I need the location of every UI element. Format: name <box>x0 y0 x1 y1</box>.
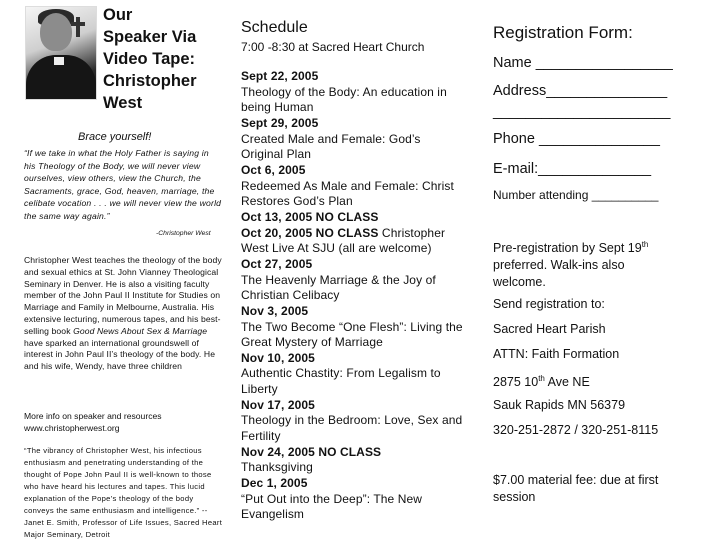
schedule-topic: Created Male and Female: God’s <box>241 131 421 146</box>
schedule-topic: Great Mystery of Marriage <box>241 335 383 350</box>
schedule-topic: Thanksgiving <box>241 460 313 475</box>
speaker-bio: Christopher West teaches the theology of the body and sexual ethics at St. John Vianney Theological Seminary in Denver. He is also a visiting faculty member of the John Paul II Institute for Studies on Marriage and Family in Melbourne, Australia. His extensive lecturing, numerous tapes, and his best-selling book Good News About Sex & Marriage have sparked an international groundswell of interest in John Paul II’s theology of the body. He and his wife, Wendy, have three children <box>24 255 222 372</box>
speaker-title <box>103 4 233 114</box>
send-to-label: Send registration to: <box>493 297 605 311</box>
address-field-line2[interactable]: ______________________ <box>493 104 671 120</box>
schedule-date: Dec 1, 2005 <box>241 476 308 491</box>
speaker-photo <box>25 6 97 100</box>
registration-heading: Registration Form: <box>493 23 633 42</box>
schedule-time: 7:00 -8:30 at Sacred Heart Church <box>241 40 425 54</box>
org-name: Sacred Heart Parish <box>493 322 606 336</box>
book-title: Good News About Sex & Marriage <box>73 325 208 336</box>
schedule-date: Sept 29, 2005 <box>241 115 319 130</box>
schedule-date: Nov 10, 2005 <box>241 350 315 365</box>
schedule-date: Oct 13, 2005 NO CLASS <box>241 209 379 224</box>
speaker-title-line: Video Tape: <box>103 50 195 68</box>
schedule-topic: Liberty <box>241 382 278 397</box>
schedule-topic: Christian Celibacy <box>241 288 340 303</box>
speaker-title-line: Speaker Via <box>103 28 197 46</box>
schedule-topic: The Heavenly Marriage & the Joy of <box>241 272 436 287</box>
attending-field[interactable]: Number attending __________ <box>493 188 659 202</box>
schedule-date: Nov 17, 2005 <box>241 397 315 412</box>
schedule-topic: “Put Out into the Deep”: The New <box>241 491 423 506</box>
schedule-date: Nov 24, 2005 NO CLASS <box>241 444 382 459</box>
schedule-topic: West Live At SJU (all are welcome) <box>241 241 432 256</box>
city-line: Sauk Rapids MN 56379 <box>493 398 626 412</box>
schedule-date: Sept 22, 2005 <box>241 69 319 83</box>
speaker-title-line: Our <box>103 6 133 24</box>
phone-field[interactable]: Phone _______________ <box>493 131 660 147</box>
phone-numbers: 320-251-2872 / 320-251-8115 <box>493 423 659 437</box>
street-address: 2875 10th Ave NE <box>493 374 590 390</box>
schedule-topic: Original Plan <box>241 147 312 162</box>
endorsement: “The vibrancy of Christopher West, his infectious enthusiasm and penetrating understanding of the thought of Pope John Paul II is well-known to those who have heard his lectures and tapes. This lucid explanation of the Pope’s theology of the body conveys the same enthusiasm and intelligence.” -- Janet E. Smith, Professor of Life Issues, Sacred Heart Major Seminary, Detroit <box>24 446 223 539</box>
speaker-quote: “If we take in what the Holy Father is saying in his Theology of the Body, we will never view ourselves, view others, view the Church, the Sacraments, grace, God, heaven, marriage, the celibate vocation . . . we will never view the world the same way again.” <box>24 148 222 221</box>
attn-line: ATTN: Faith Formation <box>493 347 620 361</box>
email-field[interactable]: E-mail:______________ <box>493 161 652 177</box>
schedule-date: Oct 6, 2005 <box>241 162 306 177</box>
schedule-topic: Redeemed As Male and Female: Christ <box>241 178 454 193</box>
preregistration-note: Pre-registration by Sept 19th preferred. Walk-ins also welcome. <box>493 240 649 290</box>
schedule-topic: Theology of the Body: An education in <box>241 84 447 99</box>
schedule-date: Oct 20, 2005 NO CLASS Christopher <box>241 225 446 240</box>
brace-heading: Brace yourself! <box>78 131 152 143</box>
schedule-date: Oct 27, 2005 <box>241 256 313 271</box>
address-field[interactable]: Address_______________ <box>493 83 668 99</box>
schedule-heading: Schedule <box>241 19 308 36</box>
speaker-title-line: Christopher <box>103 72 197 90</box>
schedule-topic: Authentic Chastity: From Legalism to <box>241 366 441 381</box>
schedule-topic: Theology in the Bedroom: Love, Sex and <box>241 413 463 428</box>
schedule-date: Nov 3, 2005 <box>241 303 309 318</box>
schedule-topic: being Human <box>241 100 314 115</box>
name-field[interactable]: Name _________________ <box>493 55 673 71</box>
schedule-list <box>241 69 481 523</box>
fee-note: $7.00 material fee: due at first session <box>493 473 659 504</box>
schedule-topic: Fertility <box>241 429 281 444</box>
schedule-topic: Restores God’s Plan <box>241 194 353 209</box>
quote-attribution: -Christopher West <box>156 230 211 237</box>
speaker-title-line: West <box>103 94 143 112</box>
schedule-topic: The Two Become “One Flesh”: Living the <box>241 319 463 334</box>
schedule-topic: Evangelism <box>241 507 305 522</box>
more-info: More info on speaker and resources www.christopherwest.org <box>24 411 162 433</box>
